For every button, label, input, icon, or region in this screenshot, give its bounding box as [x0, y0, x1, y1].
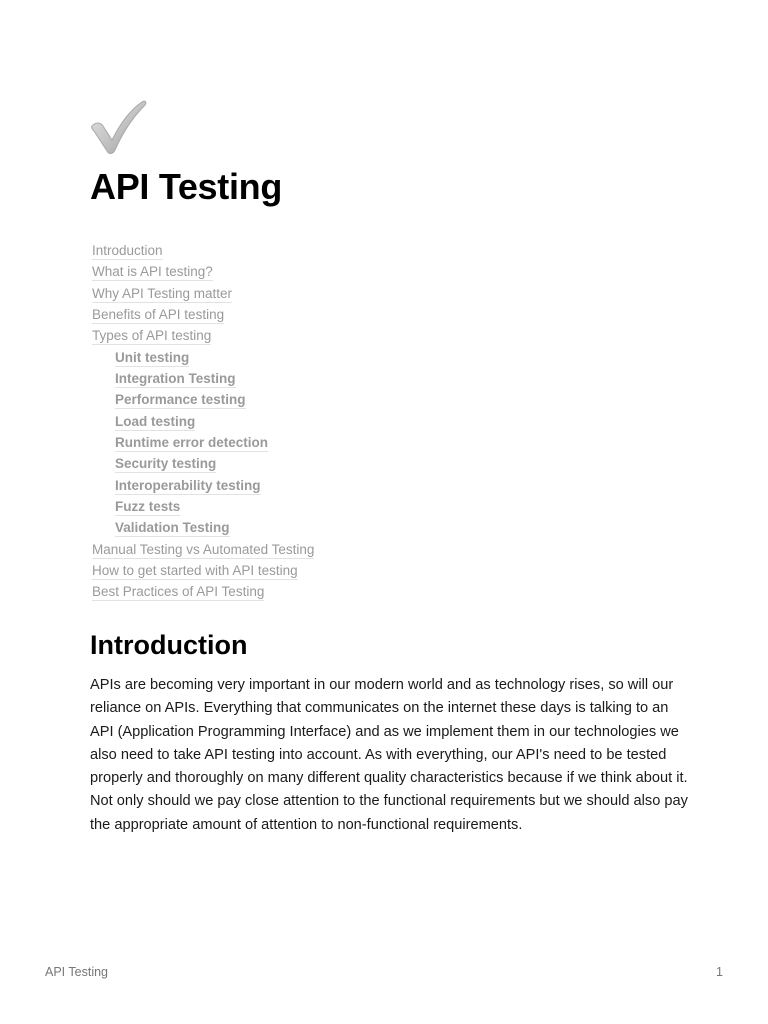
- toc-link-label: Security testing: [115, 456, 217, 472]
- footer-title: API Testing: [45, 965, 109, 979]
- toc-link-label: Integration Testing: [115, 370, 236, 386]
- toc-link[interactable]: [92, 433, 692, 454]
- toc-link-label: Load testing: [115, 413, 196, 429]
- intro-paragraph: APIs are becoming very important in our modern world and as technology rises, so will our reliance on APIs. Everything that communicates on the internet these days is talking to an API (Application Programming Interface) and as we implement them in our technologies we also need to take API testing into account. As with everything, our API's need to be tested properly and thoroughly on many different quality characteristics because if we think about it. Not only should we pay close attention to the functional requirements but we should also pay the appropriate amount of attention to non-functional requirements.: [90, 677, 688, 833]
- toc-link-label: Unit testing: [115, 349, 190, 365]
- toc-link-label: Fuzz tests: [115, 498, 181, 514]
- toc-link[interactable]: [92, 561, 692, 582]
- toc-link[interactable]: [92, 262, 692, 283]
- toc-link[interactable]: [92, 326, 692, 347]
- toc-link-label: What is API testing?: [92, 264, 213, 280]
- toc-link[interactable]: [92, 476, 692, 497]
- toc-link[interactable]: [92, 369, 692, 390]
- toc-link[interactable]: [92, 305, 692, 326]
- toc-link-label: Types of API testing: [92, 328, 212, 344]
- toc-link[interactable]: [92, 582, 692, 603]
- checkmark-icon: [90, 100, 148, 156]
- toc-link-label: Interoperability testing: [115, 477, 261, 493]
- table-of-contents: [92, 241, 692, 604]
- footer-page-number: 1: [716, 965, 723, 979]
- toc-link[interactable]: [92, 412, 692, 433]
- toc-link-label: Best Practices of API Testing: [92, 584, 265, 600]
- toc-link-label: Validation Testing: [115, 520, 230, 536]
- toc-link-label: Introduction: [92, 243, 163, 258]
- toc-link[interactable]: [92, 454, 692, 475]
- toc-link[interactable]: [92, 518, 692, 539]
- toc-link[interactable]: [92, 540, 692, 561]
- toc-link[interactable]: [92, 284, 692, 305]
- section-heading: Introduction: [90, 630, 248, 660]
- toc-link[interactable]: [92, 390, 692, 411]
- toc-link-label: Performance testing: [115, 392, 246, 408]
- toc-link-label: Why API Testing matter: [92, 285, 233, 301]
- toc-link[interactable]: [92, 348, 692, 369]
- toc-link[interactable]: [92, 497, 692, 518]
- document-title: API Testing: [90, 166, 283, 207]
- toc-link-label: How to get started with API testing: [92, 562, 298, 578]
- toc-link-label: Runtime error detection: [115, 434, 269, 450]
- toc-link[interactable]: [92, 241, 692, 262]
- toc-link-label: Manual Testing vs Automated Testing: [92, 541, 315, 557]
- toc-link-label: Benefits of API testing: [92, 306, 225, 322]
